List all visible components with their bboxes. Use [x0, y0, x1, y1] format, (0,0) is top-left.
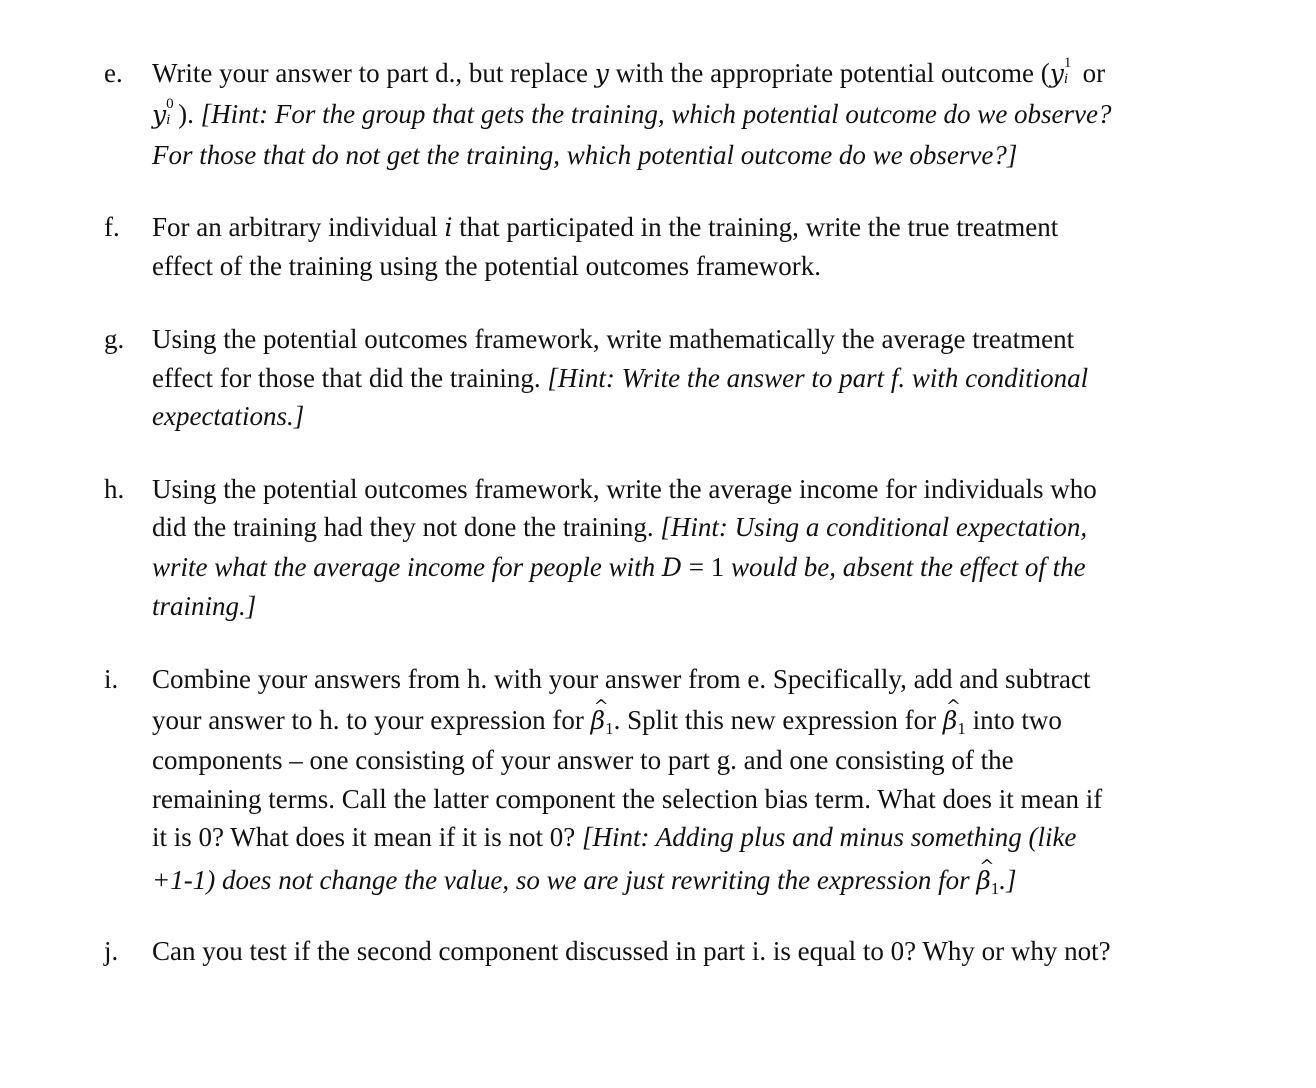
hint-text: .] [999, 865, 1017, 895]
text-line [152, 95, 1112, 134]
math-superscript: 1 [1063, 55, 1072, 71]
item-label: i. [104, 664, 119, 694]
hint-text: would be, absent the effect of the [730, 552, 1086, 582]
math-subscript: 1 [605, 719, 614, 738]
text-line [152, 548, 1086, 587]
item-label: e. [104, 58, 123, 88]
text-run: effect of the training using the potential outcomes framework. [152, 251, 822, 281]
item-label: g. [104, 324, 125, 354]
hint-text: [Hint: Using a conditional expectation, [660, 512, 1088, 542]
hint-text: +1-1) does not change the value, so we are just rewriting the expression for [152, 865, 977, 895]
text-run: = 1 [681, 552, 731, 582]
text-run: it is 0? What does it mean if it is not 0? [152, 822, 582, 852]
text-run: or [1075, 58, 1106, 88]
math-beta-hat: ^ β [976, 861, 990, 900]
text-line [152, 54, 1105, 93]
text-line [152, 136, 1017, 175]
text-run: that participated in the training, write the true treatment [452, 212, 1059, 242]
text-line [152, 208, 1058, 247]
text-line [152, 320, 1074, 359]
text-line [152, 741, 1014, 780]
item-label: j. [104, 936, 119, 966]
math-variable: i [444, 213, 453, 242]
text-run: remaining terms. Call the latter component the selection bias term. What does it mean if [152, 784, 1103, 814]
text-run: effect for those that did the training. [152, 363, 548, 393]
text-run: components – one consisting of your answer to part g. and one consisting of the [152, 745, 1014, 775]
math-sup-sub [166, 95, 178, 128]
hint-text: expectations.] [152, 401, 305, 431]
hint-text: training.] [152, 591, 257, 621]
math-beta-hat: ^ β [591, 701, 605, 740]
math-subscript: i [166, 112, 171, 128]
text-run: with the appropriate potential outcome ( [608, 58, 1050, 88]
hint-text: For those that do not get the training, which potential outcome do we observe?] [152, 140, 1018, 170]
text-run: Write your answer to part d., but replace [152, 58, 595, 88]
text-run: . Split this new expression for [613, 705, 943, 735]
text-line [152, 861, 1017, 908]
text-run: Combine your answers from h. with your answer from e. Specifically, add and subtract [152, 664, 1091, 694]
text-line [152, 247, 821, 286]
hint-text: [Hint: Adding plus and minus something (like [581, 822, 1077, 852]
text-line [152, 780, 1102, 819]
text-run: Can you test if the second component discussed in part i. is equal to 0? Why or why not? [152, 936, 1111, 966]
text-line [152, 587, 256, 626]
text-run: For an arbitrary individual [152, 212, 445, 242]
hint-text: write what the average income for people with [152, 552, 662, 582]
math-subscript: 1 [957, 719, 966, 738]
text-run: into two [965, 705, 1062, 735]
text-line [152, 818, 1076, 857]
math-subscript: i [1063, 71, 1069, 87]
item-label: f. [104, 212, 120, 242]
math-sup-sub [1063, 54, 1076, 87]
math-superscript: 0 [166, 96, 174, 112]
text-run: Using the potential outcomes framework, write the average income for individuals who [152, 474, 1097, 504]
text-line [152, 470, 1097, 509]
math-variable: y [152, 100, 167, 129]
math-beta-hat: ^ β [943, 701, 957, 740]
math-variable: y [1049, 59, 1064, 88]
math-subscript: 1 [990, 879, 1000, 898]
text-run: did the training had they not done the training. [152, 512, 661, 542]
item-label: h. [104, 474, 125, 504]
text-run: ). [178, 99, 201, 129]
math-variable: y [594, 59, 609, 88]
math-variable: D [661, 553, 682, 582]
text-run: Using the potential outcomes framework, write mathematically the average treatment [152, 324, 1075, 354]
text-line [152, 359, 1088, 398]
text-run: your answer to h. to your expression for [152, 705, 591, 735]
text-line [152, 397, 304, 436]
hint-text: [Hint: Write the answer to part f. with conditional [547, 363, 1089, 393]
text-line [152, 508, 1087, 547]
text-line [152, 932, 1111, 971]
hint-text: [Hint: For the group that gets the training, which potential outcome do we observe? [200, 99, 1112, 129]
